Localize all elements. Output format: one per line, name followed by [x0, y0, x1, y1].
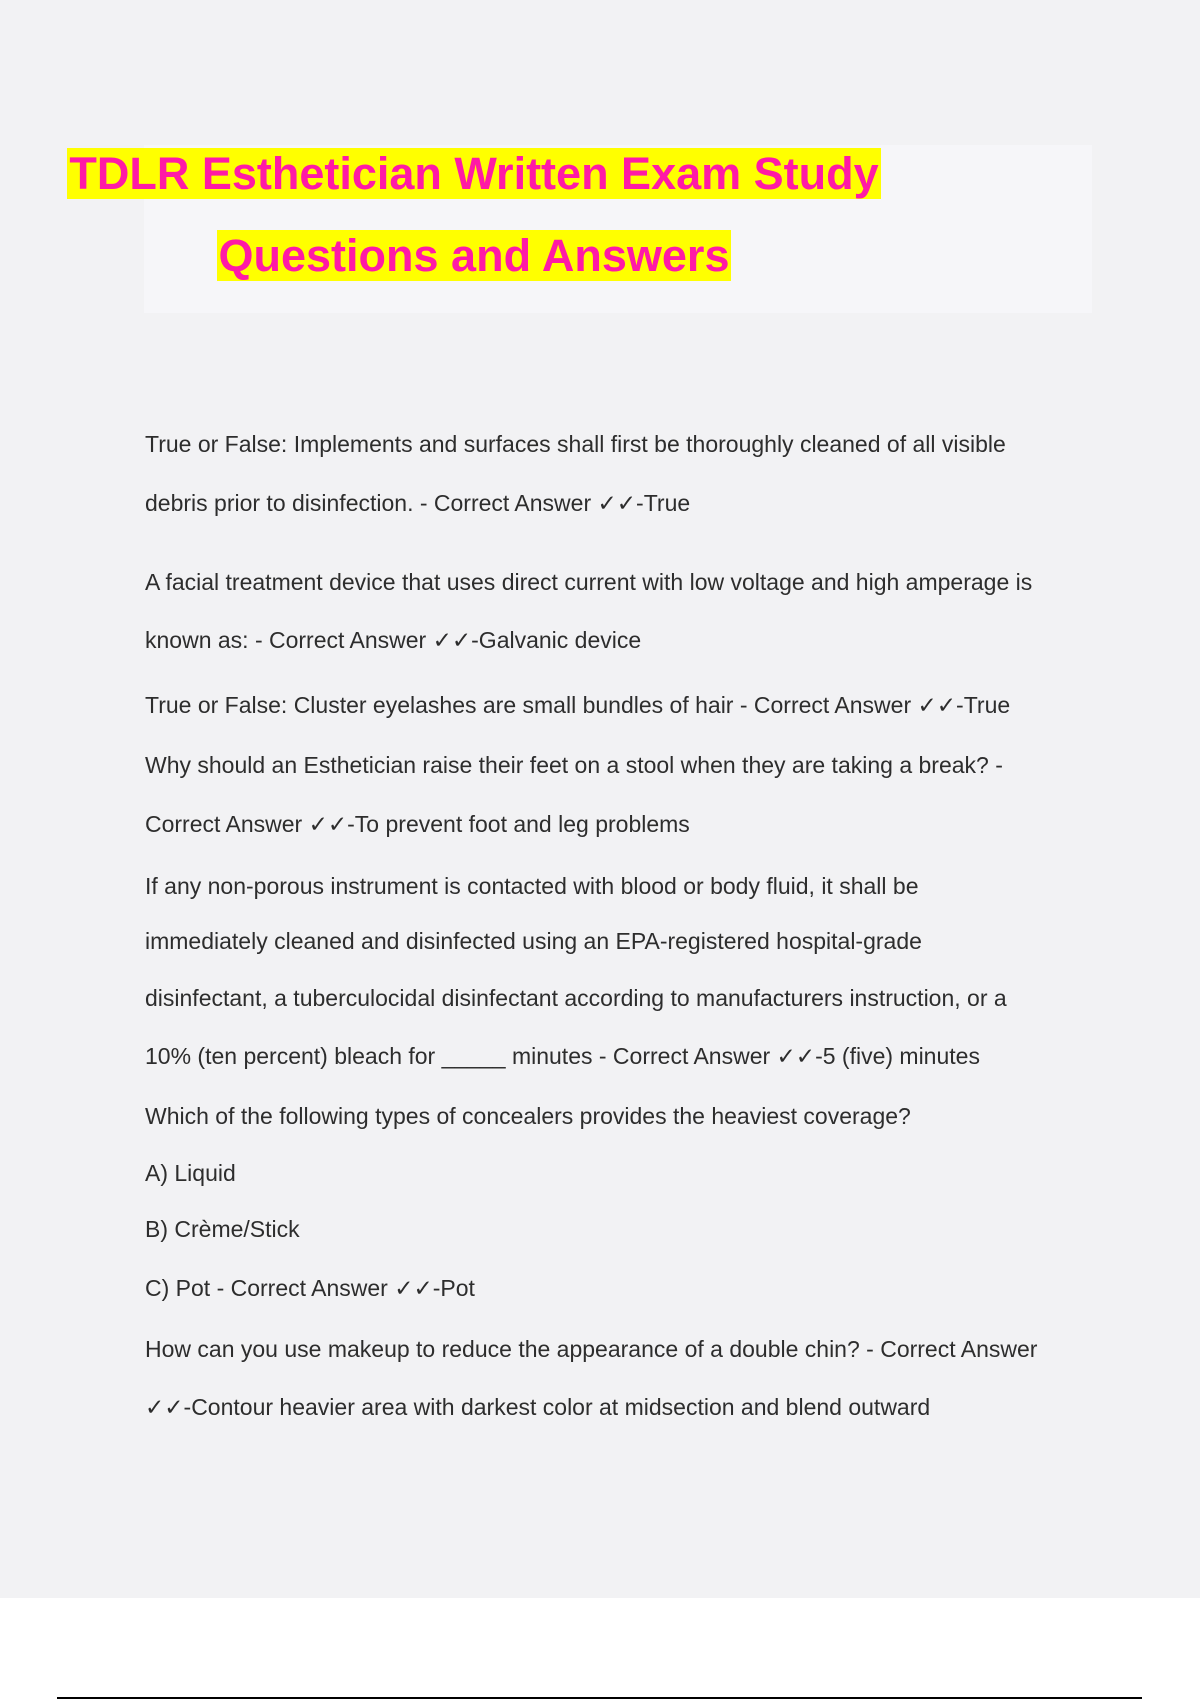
body-line: C) Pot - Correct Answer ✓✓-Pot	[145, 1275, 475, 1301]
body-line: Correct Answer ✓✓-To prevent foot and leg problems	[145, 811, 690, 837]
body-line: True or False: Cluster eyelashes are small bundles of hair - Correct Answer ✓✓-True	[145, 692, 1011, 718]
document-title-line-1	[0, 146, 948, 202]
body-line: Why should an Esthetician raise their feet on a stool when they are taking a break? -	[145, 752, 1003, 778]
body-line: B) Crème/Stick	[145, 1216, 300, 1242]
body-line: disinfectant, a tuberculocidal disinfectant according to manufacturers instruction, or a	[145, 985, 1007, 1011]
body-line: A) Liquid	[145, 1160, 236, 1186]
footer-rule	[57, 1697, 1142, 1699]
body-line: ✓✓-Contour heavier area with darkest color at midsection and blend outward	[145, 1394, 931, 1420]
title-highlight-1: TDLR Esthetician Written Exam Study	[69, 148, 879, 199]
body-line: A facial treatment device that uses direct current with low voltage and high amperage is	[145, 569, 1033, 595]
body-line: immediately cleaned and disinfected using an EPA-registered hospital-grade	[145, 928, 922, 954]
title-highlight-2: Questions and Answers	[218, 230, 730, 281]
body-line: True or False: Implements and surfaces shall first be thoroughly cleaned of all visible	[145, 431, 1006, 457]
body-line: How can you use makeup to reduce the appearance of a double chin? - Correct Answer	[145, 1336, 1038, 1362]
body-line: Which of the following types of concealers provides the heaviest coverage?	[145, 1103, 911, 1129]
document-title-line-2	[0, 228, 948, 284]
body-line: known as: - Correct Answer ✓✓-Galvanic device	[145, 627, 642, 653]
body-line: 10% (ten percent) bleach for _____ minutes - Correct Answer ✓✓-5 (five) minutes	[145, 1043, 980, 1069]
body-line: If any non-porous instrument is contacted with blood or body fluid, it shall be	[145, 873, 919, 899]
body-line: debris prior to disinfection. - Correct Answer ✓✓-True	[145, 490, 691, 516]
